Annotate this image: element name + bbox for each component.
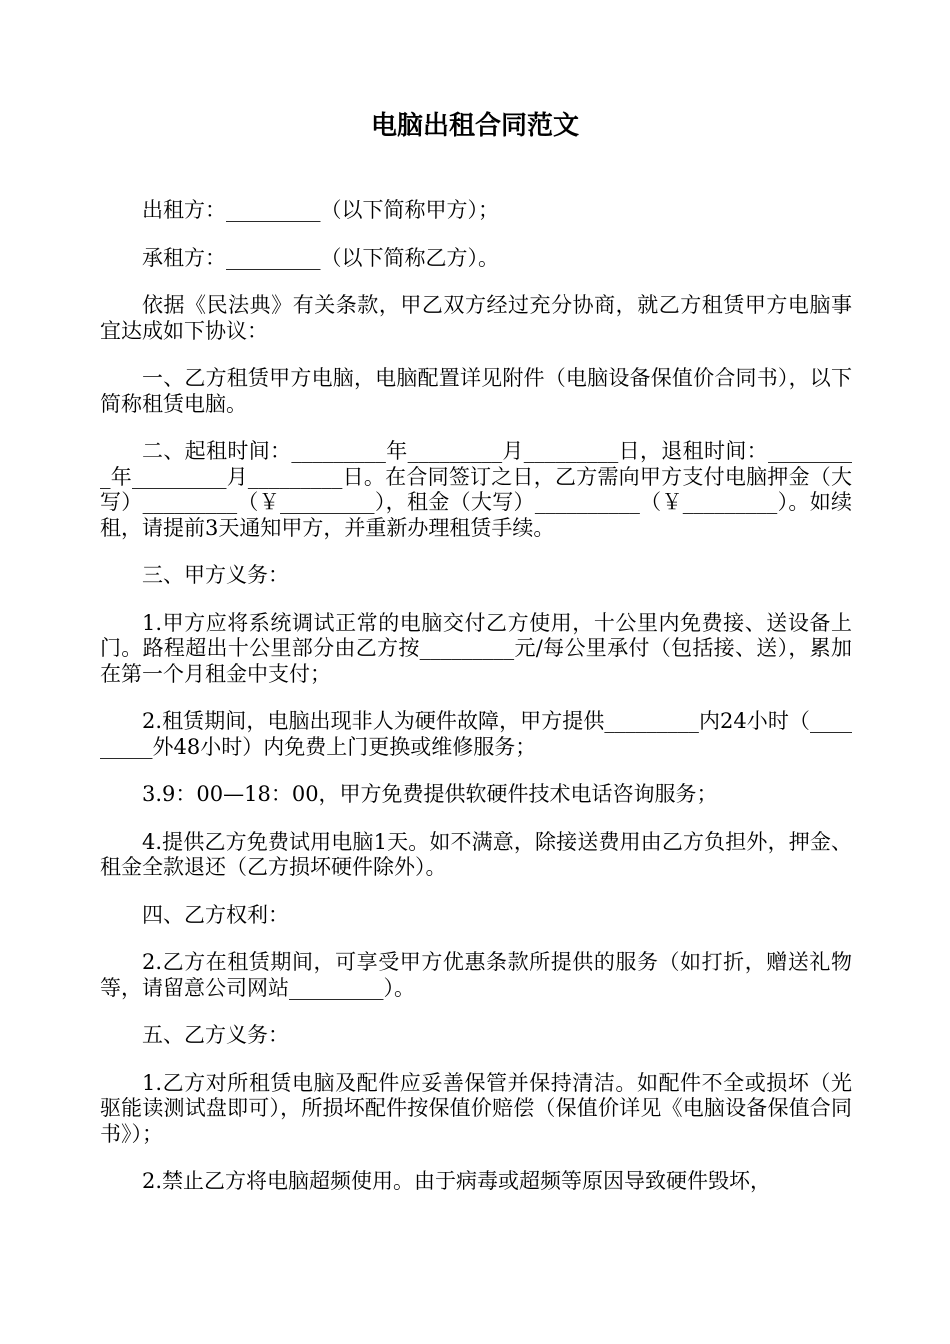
- party-a-obligation-1: 1.甲方应将系统调试正常的电脑交付乙方使用，十公里内免费接、送设备上门。路程超出十公里部分由乙方按_________元/每公里承付（包括接、送），累加在第一个月租金中支付；: [100, 610, 852, 686]
- contract-body: [100, 198, 852, 1217]
- clause-1: 一、乙方租赁甲方电脑，电脑配置详见附件（电脑设备保值价合同书），以下简称租赁电脑。: [100, 366, 852, 416]
- preamble-paragraph: 依据《民法典》有关条款，甲乙双方经过充分协商，就乙方租赁甲方电脑事宜达成如下协议：: [100, 293, 852, 343]
- party-a-obligation-3: 3.9：00—18：00，甲方免费提供软硬件技术电话咨询服务；: [142, 782, 718, 806]
- clause-2-rental-period: 二、起租时间：_________年_________月_________日，退租时间：_________年_________月_________日。在合同签订之日，乙方需向甲方支付电脑押金（大写）_________（￥_________），租金（大写）__________（￥_________）。如续租，请提前3天通知甲方，并重新办理租赁手续。: [100, 439, 852, 540]
- party-b-obligation-1: 1.乙方对所租赁电脑及配件应妥善保管并保持清洁。如配件不全或损坏（光驱能读测试盘即可），所损坏配件按保值价赔偿（保值价详见《电脑设备保值合同书》）；: [100, 1070, 852, 1146]
- document-title: 电脑出租合同范文: [370, 111, 579, 141]
- party-a-obligation-4: 4.提供乙方免费试用电脑1天。如不满意，除接送费用由乙方负担外，押金、租金全款退还（乙方损坏硬件除外）。: [100, 829, 852, 879]
- section-heading-party-a-obligations: 三、甲方义务：: [142, 563, 289, 587]
- party-b-obligation-2: 2.禁止乙方将电脑超频使用。由于病毒或超频等原因导致硬件毁坏，: [142, 1169, 772, 1193]
- lessee-line: 承租方：_________（以下简称乙方）。: [142, 245, 499, 270]
- section-heading-party-b-rights: 四、乙方权利：: [142, 902, 289, 927]
- party-b-right-2: 2.乙方在租赁期间，可享受甲方优惠条款所提供的服务（如打折，赠送礼物等，请留意公司网站_________）。: [100, 950, 852, 1000]
- lessor-line: 出租方：_________（以下简称甲方）；: [142, 198, 499, 222]
- party-a-obligation-2: 2.租赁期间，电脑出现非人为硬件故障，甲方提供_________内24小时（_________外48小时）内免费上门更换或维修服务；: [100, 709, 852, 759]
- section-heading-party-b-obligations: 五、乙方义务：: [142, 1023, 289, 1047]
